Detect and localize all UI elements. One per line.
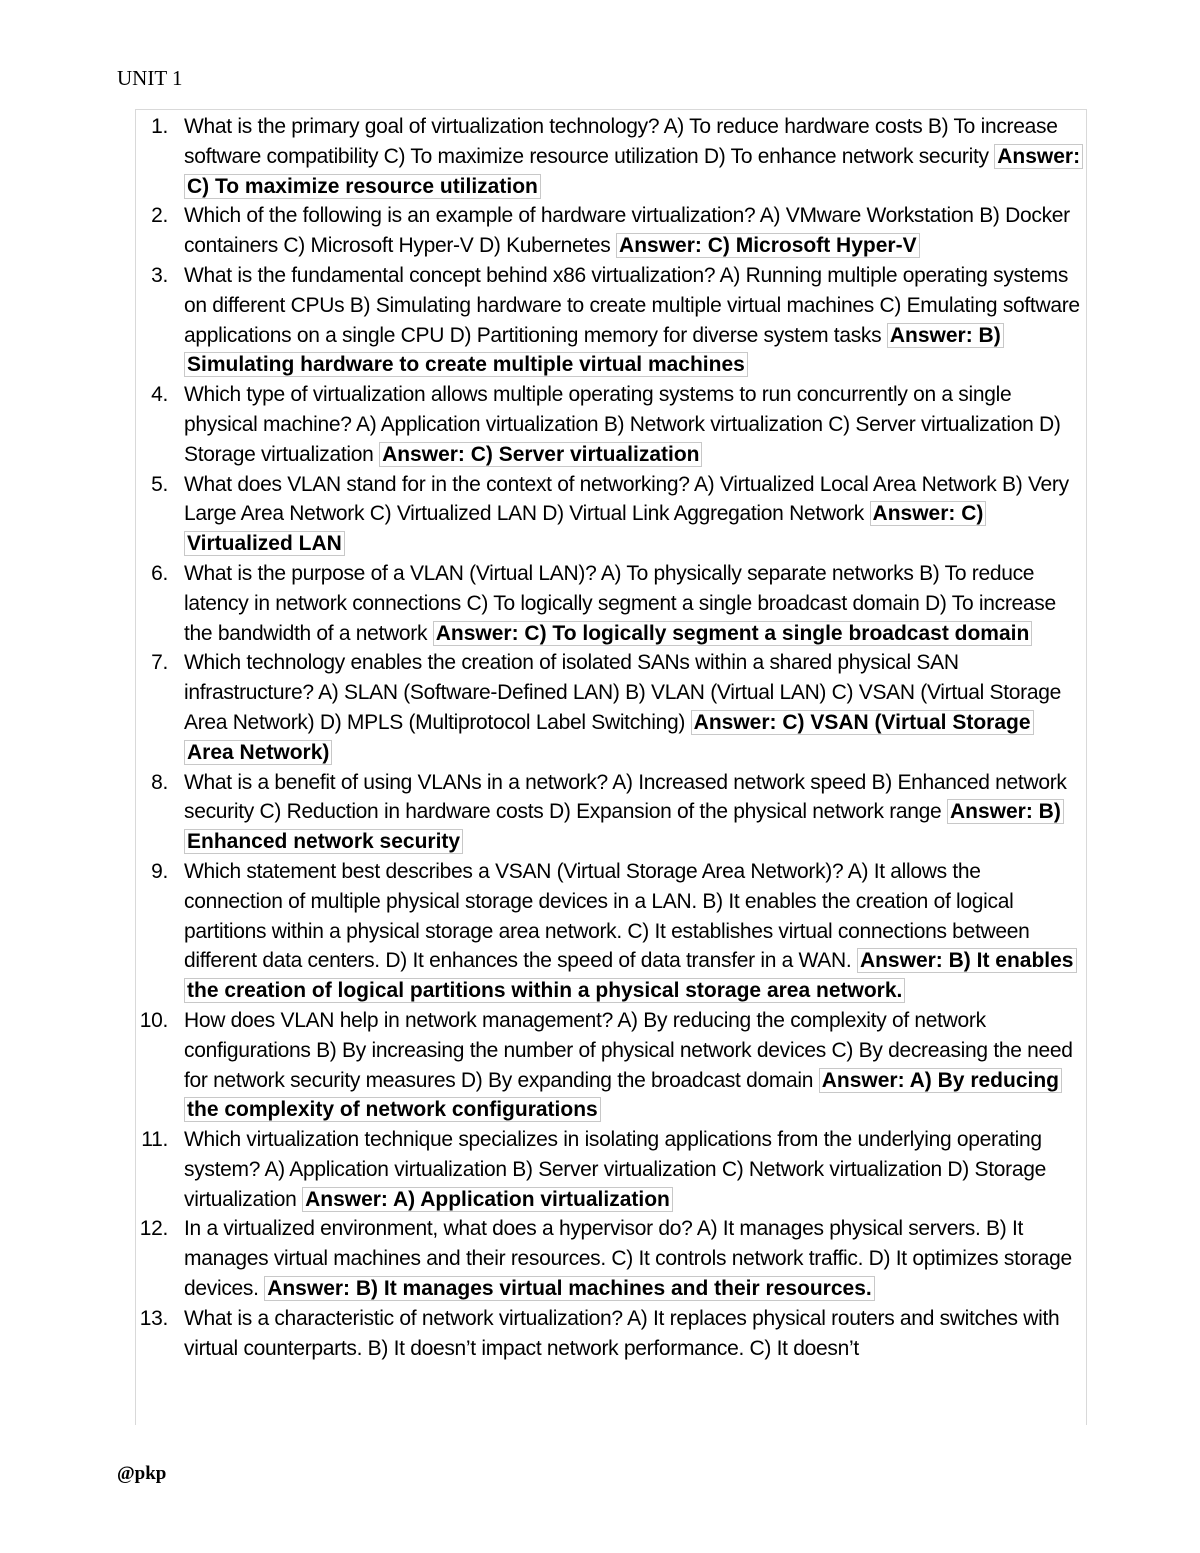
question-item [136,261,1084,380]
question-text: What is the purpose of a VLAN (Virtual LAN)? A) To physically separate networks B) To reduce latency in network connections C) To logically segment a single broadcast domain D) To increase the bandwidth of a network [184,561,1056,645]
question-item [136,201,1084,261]
question-text: Which statement best describes a VSAN (Virtual Storage Area Network)? A) It allows the connection of multiple physical storage devices in a LAN. B) It enables the creation of logical partitions within a physical storage area network. C) It establishes virtual connections between different data centers. D) It enhances the speed of data transfer in a WAN. [184,859,1030,973]
answer-highlight: Answer: C) To logically segment a single broadcast domain [433,621,1033,646]
question-number: 2. [151,204,168,228]
question-text: What is a benefit of using VLANs in a network? A) Increased network speed B) Enhanced network security C) Reduction in hardware costs D) Expansion of the physical network range [184,770,1067,824]
question-number: 13. [139,1306,168,1330]
question-item [136,112,1084,201]
question-number: 12. [139,1217,168,1241]
question-number: 1. [151,115,168,138]
question-number: 6. [151,561,168,585]
question-text: Which technology enables the creation of isolated SANs within a shared physical SAN infrastructure? A) SLAN (Software-Defined LAN) B) VLAN (Virtual LAN) C) VSAN (Virtual Storage Area Network) D) MPLS (Multiprotocol Label Switching) [184,651,1061,734]
question-item [136,559,1084,648]
answer-highlight: Answer: C) Virtualized LAN [184,501,986,556]
question-text: What is a characteristic of network virtualization? A) It replaces physical routers and switches with virtual counterparts. B) It doesn’t impact network performance. C) It doesn’t [184,1306,1060,1360]
question-text: What is the primary goal of virtualization technology? A) To reduce hardware costs B) To increase software compatibility C) To maximize resource utilization D) To enhance network security [184,115,1058,168]
answer-highlight: Answer: C) VSAN (Virtual Storage Area Network) [184,710,1034,765]
answer-highlight: Answer: C) To maximize resource utilization [184,144,1083,199]
question-text: Which of the following is an example of hardware virtualization? A) VMware Workstation B) Docker containers C) Microsoft Hyper-V D) Kubernetes [184,204,1070,258]
question-number: 5. [151,472,168,496]
question-text: Which virtualization technique specializes in isolating applications from the underlying operating system? A) Application virtualization B) Server virtualization C) Network virtualization D) Storage virtualization [184,1128,1046,1211]
answer-highlight: Answer: A) Application virtualization [302,1187,673,1212]
question-number: 7. [151,651,168,675]
question-text: What does VLAN stand for in the context of networking? A) Virtualized Local Area Network B) Very Large Area Network C) Virtualized LAN D) Virtual Link Aggregation Network [184,472,1069,526]
question-item [136,470,1084,559]
question-item [136,857,1084,1006]
question-number: 4. [151,383,168,407]
question-number: 10. [139,1008,168,1032]
question-text: What is the fundamental concept behind x86 virtualization? A) Running multiple operating systems on different CPUs B) Simulating hardware to create multiple virtual machines C) Emulating software applications on a single CPU D) Partitioning memory for diverse system tasks [184,263,1080,347]
question-item [136,1304,1084,1364]
question-item [136,1214,1084,1303]
question-list-box [135,109,1087,1425]
answer-highlight: Answer: C) Microsoft Hyper-V [616,233,920,258]
footer-author: @pkp [117,1463,167,1484]
question-item [136,380,1084,469]
answer-highlight: Answer: B) Enhanced network security [184,799,1064,854]
question-item [136,1006,1084,1125]
question-number: 9. [151,859,168,883]
question-number: 8. [151,770,168,794]
question-text: How does VLAN help in network management? A) By reducing the complexity of network configurations B) By increasing the number of physical network devices C) By decreasing the need for network security measures D) By expanding the broadcast domain [184,1008,1073,1092]
question-text: Which type of virtualization allows multiple operating systems to run concurrently on a single physical machine? A) Application virtualization B) Network virtualization C) Server virtualization D) Storage virtualization [184,383,1061,466]
question-item [136,1125,1084,1214]
answer-highlight: Answer: B) It manages virtual machines and their resources. [264,1276,875,1301]
question-number: 11. [141,1128,168,1152]
answer-highlight: Answer: B) Simulating hardware to create multiple virtual machines [184,323,1004,378]
question-item [136,648,1084,767]
question-list [136,112,1084,1363]
question-text: In a virtualized environment, what does a hypervisor do? A) It manages physical servers. B) It manages virtual machines and their resources. C) It controls network traffic. D) It optimizes storage devices. [184,1217,1072,1301]
answer-highlight: Answer: B) It enables the creation of logical partitions within a physical storage area network. [184,948,1077,1003]
question-number: 3. [151,263,168,287]
question-item [136,768,1084,857]
page-title: UNIT 1 [117,66,183,90]
answer-highlight: Answer: C) Server virtualization [379,442,702,467]
answer-highlight: Answer: A) By reducing the complexity of network configurations [184,1068,1062,1123]
